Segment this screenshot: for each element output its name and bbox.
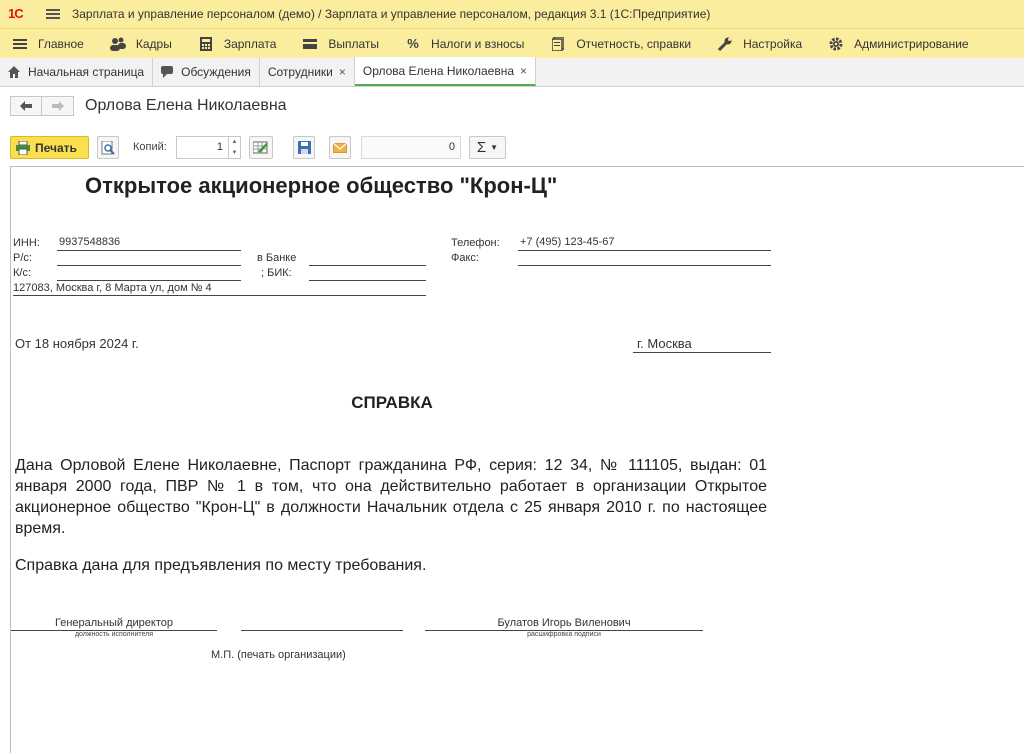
address-underline bbox=[13, 295, 426, 296]
organization-name: Открытое акционерное общество "Крон-Ц" bbox=[85, 173, 558, 198]
tab-home[interactable] bbox=[0, 58, 153, 86]
forward-button[interactable] bbox=[42, 96, 74, 116]
close-icon[interactable]: × bbox=[520, 63, 528, 78]
signature-underline bbox=[241, 630, 403, 631]
wrench-icon bbox=[717, 36, 733, 52]
hamburger-menu-icon[interactable] bbox=[46, 9, 60, 19]
chevron-down-icon: ▼ bbox=[490, 143, 499, 152]
preview-button[interactable] bbox=[97, 136, 119, 159]
copies-label: Копий: bbox=[133, 141, 167, 153]
name-caption: расшифровка подписи bbox=[527, 631, 601, 638]
inn-underline bbox=[57, 250, 241, 251]
edit-document-button[interactable] bbox=[249, 136, 273, 159]
menu-item-main[interactable] bbox=[0, 29, 98, 59]
signer-name: Булатов Игорь Виленович bbox=[497, 617, 631, 629]
sigma-icon: Σ bbox=[476, 139, 487, 156]
menu-item-salary[interactable] bbox=[186, 29, 291, 59]
phone-value: +7 (495) 123-45-67 bbox=[520, 236, 615, 248]
sum-field: 0 bbox=[361, 136, 461, 159]
menu-item-label: Администрирование bbox=[854, 36, 969, 51]
tab-label: Обсуждения bbox=[181, 65, 251, 79]
1c-logo-icon: 1С bbox=[8, 6, 23, 21]
print-label: Печать bbox=[35, 140, 77, 155]
percent-icon: % bbox=[407, 36, 419, 51]
printer-icon bbox=[16, 141, 30, 155]
inn-label: ИНН: bbox=[13, 237, 40, 249]
tab-label: Орлова Елена Николаевна bbox=[362, 63, 515, 78]
menu-item-label: Отчетность, справки bbox=[576, 36, 692, 51]
bank-label: в Банке bbox=[257, 252, 297, 264]
city-underline bbox=[633, 352, 771, 353]
stamp-placeholder: М.П. (печать организации) bbox=[211, 649, 346, 661]
close-icon[interactable]: × bbox=[338, 65, 346, 79]
spreadsheet-document[interactable] bbox=[10, 166, 1024, 753]
tab-label: Начальная страница bbox=[28, 65, 145, 79]
wallet-icon bbox=[302, 36, 318, 52]
menu-item-label: Налоги и взносы bbox=[431, 36, 525, 51]
edit-table-icon bbox=[253, 141, 269, 155]
bank-underline bbox=[309, 265, 426, 266]
preview-icon bbox=[101, 141, 115, 155]
sum-mode-dropdown[interactable] bbox=[469, 136, 506, 159]
report-icon bbox=[550, 36, 566, 52]
phone-underline bbox=[518, 250, 771, 251]
save-button[interactable] bbox=[293, 136, 315, 159]
copies-value: 1 bbox=[216, 141, 223, 153]
people-icon bbox=[110, 36, 126, 52]
tab-bar bbox=[0, 58, 1024, 87]
document-body: Дана Орловой Елене Николаевне, Паспорт гражданина РФ, серия: 12 34, № 111105, выдан: 01 января 2000 года, ПВР № 1 в том, что она действительно работает в организации Открытое акционерное общество "Крон-Ц" в должности Начальник отдела с 25 января 2010 г. по настоящее время. bbox=[15, 457, 767, 537]
signer-position: Генеральный директор bbox=[55, 617, 173, 629]
menu-item-hr[interactable] bbox=[98, 29, 186, 59]
menu-item-label: Кадры bbox=[135, 36, 172, 51]
hamburger-icon bbox=[12, 36, 28, 52]
fax-underline bbox=[518, 265, 771, 266]
document-purpose: Справка дана для предъявления по месту требования. bbox=[15, 557, 427, 574]
menu-item-label: Выплаты bbox=[328, 36, 380, 51]
menu-item-admin[interactable] bbox=[816, 29, 982, 59]
rs-label: Р/с: bbox=[13, 252, 32, 264]
inn-value: 9937548836 bbox=[59, 236, 121, 248]
tab-employees[interactable] bbox=[260, 58, 355, 86]
fax-label: Факс: bbox=[451, 252, 479, 264]
document-page bbox=[11, 167, 1024, 753]
home-icon bbox=[8, 66, 20, 78]
bik-label: ; БИК: bbox=[261, 267, 292, 279]
stepper-up-icon[interactable]: ▲ bbox=[231, 139, 238, 145]
ks-label: К/с: bbox=[13, 267, 32, 279]
document-date: От 18 ноября 2024 г. bbox=[15, 336, 139, 351]
tab-discussions[interactable] bbox=[153, 58, 260, 86]
envelope-icon bbox=[333, 143, 347, 153]
arrow-left-icon bbox=[20, 101, 32, 111]
print-button[interactable] bbox=[10, 136, 89, 159]
send-email-button[interactable] bbox=[329, 136, 351, 159]
navigation-buttons bbox=[10, 96, 74, 116]
tab-employee-orlova[interactable] bbox=[355, 57, 536, 86]
menu-item-label: Настройка bbox=[743, 36, 803, 51]
address: 127083, Москва г, 8 Марта ул, дом № 4 bbox=[13, 282, 212, 294]
gear-icon bbox=[828, 36, 844, 52]
stepper-down-icon[interactable]: ▼ bbox=[231, 149, 238, 156]
back-button[interactable] bbox=[10, 96, 42, 116]
menu-item-reports[interactable] bbox=[538, 29, 705, 59]
document-toolbar bbox=[10, 136, 1010, 160]
menu-item-settings[interactable] bbox=[705, 29, 816, 59]
document-city: г. Москва bbox=[637, 336, 692, 351]
menu-item-label: Главное bbox=[38, 36, 84, 51]
arrow-right-icon bbox=[52, 101, 64, 111]
title-bar bbox=[0, 0, 1024, 28]
position-caption: должность исполнителя bbox=[74, 631, 154, 638]
ks-underline bbox=[57, 280, 241, 281]
rs-underline bbox=[57, 265, 241, 266]
chat-icon bbox=[161, 66, 173, 78]
calculator-icon bbox=[198, 36, 214, 52]
main-menu bbox=[0, 28, 1024, 58]
copies-input[interactable] bbox=[176, 136, 241, 159]
save-icon bbox=[298, 141, 311, 154]
document-heading: СПРАВКА bbox=[351, 393, 433, 412]
menu-item-taxes[interactable] bbox=[393, 29, 538, 59]
phone-label: Телефон: bbox=[451, 237, 500, 249]
menu-item-payments[interactable] bbox=[290, 29, 393, 59]
menu-item-label: Зарплата bbox=[223, 36, 277, 51]
bik-underline bbox=[309, 280, 426, 281]
window-title: Зарплата и управление персоналом (демо) / Зарплата и управление персоналом, редакция 3.1 (1С:Предприятие) bbox=[72, 7, 711, 21]
form-title: Орлова Елена Николаевна bbox=[85, 97, 287, 114]
copies-stepper[interactable] bbox=[228, 137, 240, 158]
tab-label: Сотрудники bbox=[267, 65, 333, 79]
